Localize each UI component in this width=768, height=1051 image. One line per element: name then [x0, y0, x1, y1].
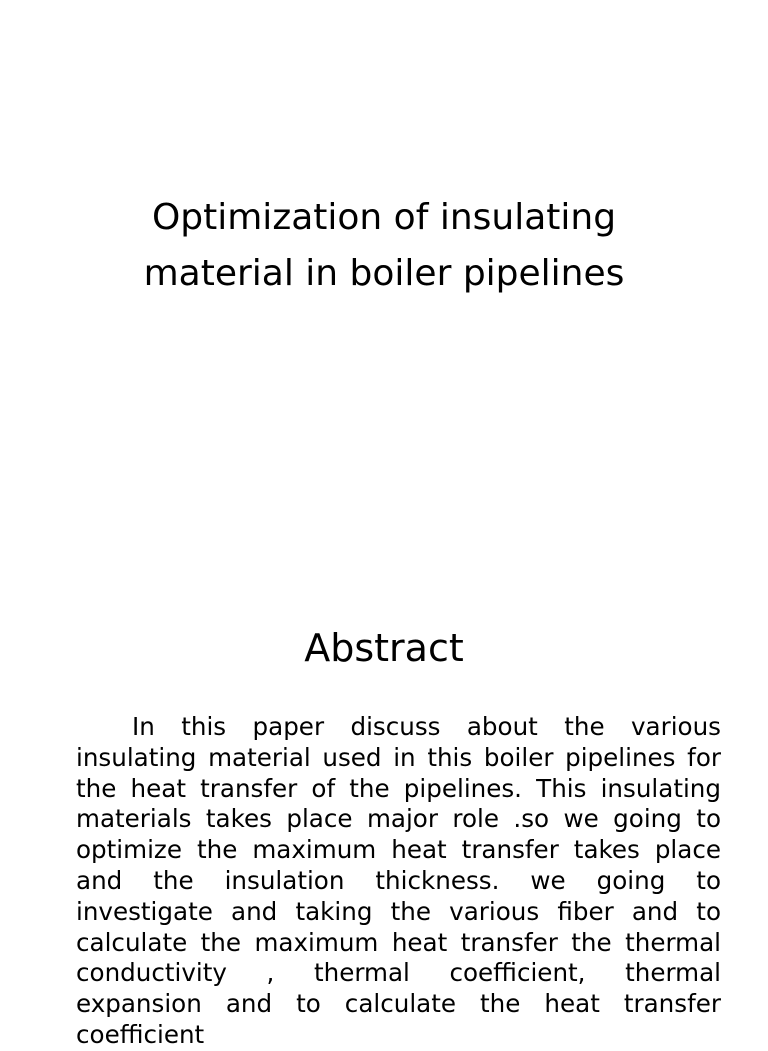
abstract-line: the heat transfer of the pipelines. This insulating: [76, 773, 721, 803]
abstract-heading: Abstract: [304, 626, 464, 670]
abstract-line: conductivity , thermal coefficient, thermal: [76, 958, 721, 988]
abstract-line: investigate and taking the various fiber and to: [76, 896, 721, 926]
title-line-2: material in boiler pipelines: [143, 253, 625, 294]
abstract-line: optimize the maximum heat transfer takes place: [76, 835, 721, 865]
abstract-line: In this paper discuss about the various: [132, 712, 721, 741]
slide-title: [60, 190, 708, 302]
abstract-line: insulating material used in this boiler pipelines for: [76, 742, 721, 772]
abstract-line: expansion and to calculate the heat transfer: [76, 989, 721, 1019]
abstract-line: materials takes place major role .so we going to: [76, 804, 721, 834]
abstract-line-partial: coefficient: [76, 1019, 205, 1049]
abstract-line: and the insulation thickness. we going to: [76, 865, 721, 895]
abstract-line: calculate the maximum heat transfer the thermal: [76, 927, 721, 957]
title-line-1: Optimization of insulating: [151, 197, 617, 238]
abstract-body: [76, 712, 721, 1049]
